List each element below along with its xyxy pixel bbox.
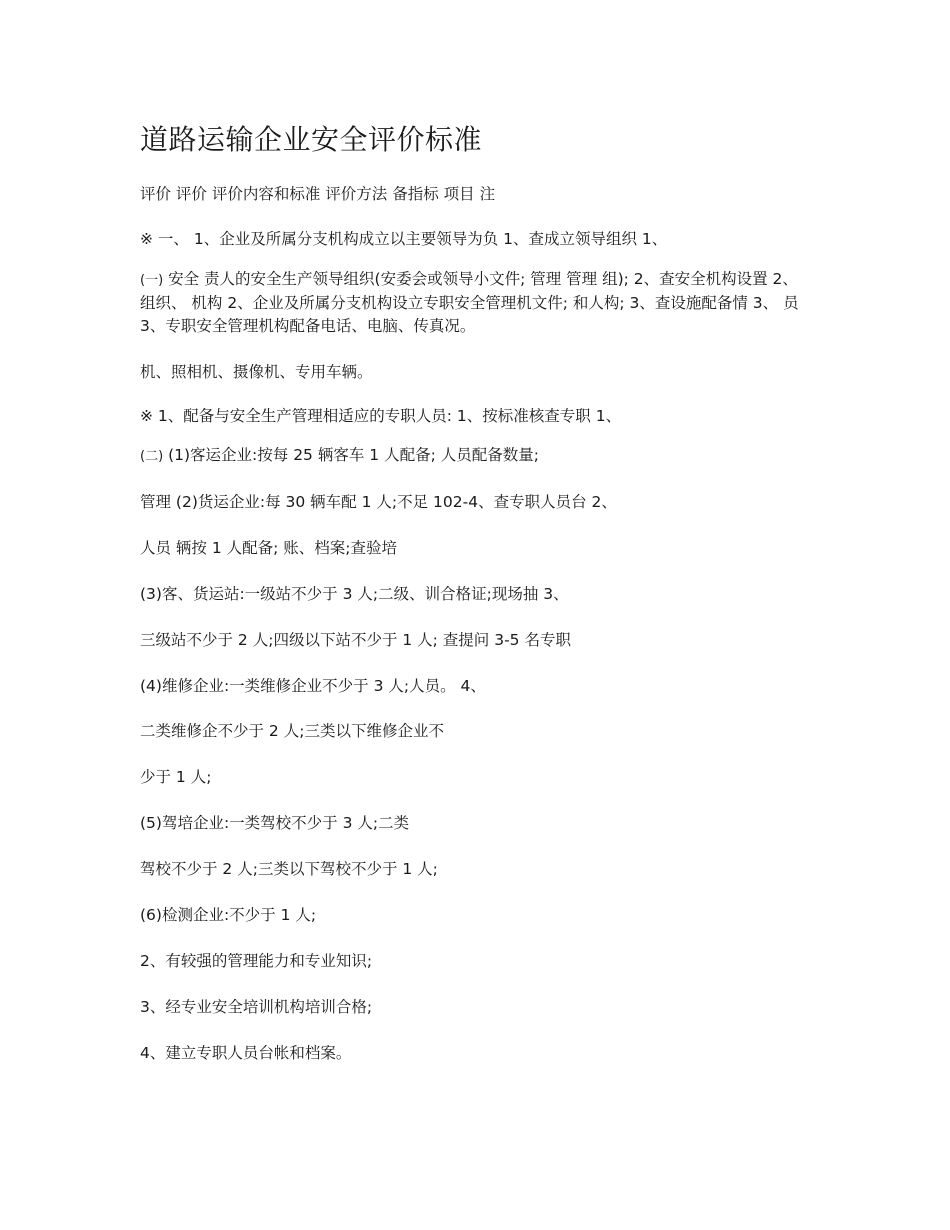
text-line-9: 三级站不少于 2 人;四级以下站不少于 1 人; 查提问 3-5 名专职 xyxy=(140,631,571,649)
text-line-7: 人员 辆按 1 人配备; 账、档案;查验培 xyxy=(140,539,398,557)
text-line-1: ※ 一、 1、企业及所属分支机构成立以主要领导为负 1、查成立领导组织 1、 xyxy=(140,230,668,248)
text-line-11: 二类维修企不少于 2 人;三类以下维修企业不 xyxy=(140,722,444,740)
header-line: 评价 评价 评价内容和标准 评价方法 备指标 项目 注 xyxy=(140,185,496,203)
text-line-2: 安全 责人的安全生产领导组织(安委会或领导小文件; 管理 管理 组); 2、查安全机构设置 2、 组织、 机构 2、企业及所属分支机构设立专职安全管理机文件; 和人构; 3、查设施配备情 3、 员 3、专职安全管理机构配备电话、电脑、传真况。 xyxy=(140,270,799,335)
text-line-13: (5)驾培企业:一类驾校不少于 3 人;二类 xyxy=(140,814,410,832)
text-line-6: 管理 (2)货运企业:每 30 辆车配 1 人;不足 102-4、查专职人员台 2、 xyxy=(140,493,617,511)
text-line-14: 驾校不少于 2 人;三类以下驾校不少于 1 人; xyxy=(140,860,438,878)
section-marker-2: (二) xyxy=(140,449,164,464)
text-line-18: 4、建立专职人员台帐和档案。 xyxy=(140,1044,352,1062)
section-marker-1: (一) xyxy=(140,273,164,288)
text-line-3: 机、照相机、摄像机、专用车辆。 xyxy=(140,363,373,381)
document-title: 道路运输企业安全评价标准 xyxy=(140,123,483,156)
text-line-17: 3、经专业安全培训机构培训合格; xyxy=(140,998,373,1016)
text-line-10: (4)维修企业:一类维修企业不少于 3 人;人员。 4、 xyxy=(140,677,486,695)
text-line-5: (1)客运企业:按每 25 辆客车 1 人配备; 人员配备数量; xyxy=(168,446,539,464)
text-line-15: (6)检测企业:不少于 1 人; xyxy=(140,906,317,924)
text-line-8: (3)客、货运站:一级站不少于 3 人;二级、训合格证;现场抽 3、 xyxy=(140,585,569,603)
text-line-4: ※ 1、配备与安全生产管理相适应的专职人员: 1、按标准核查专职 1、 xyxy=(140,407,622,425)
text-line-12: 少于 1 人; xyxy=(140,768,212,786)
text-paragraph-2 xyxy=(140,268,810,338)
text-paragraph-5 xyxy=(140,444,539,468)
text-line-16: 2、有较强的管理能力和专业知识; xyxy=(140,952,373,970)
